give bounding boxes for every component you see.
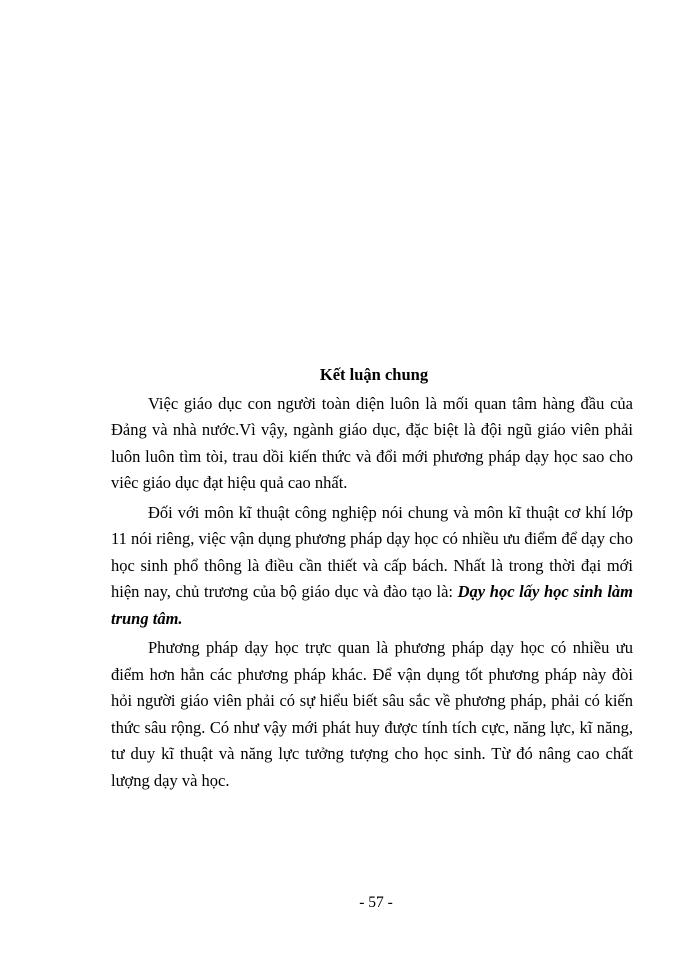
page-number: - 57 - — [359, 894, 393, 911]
paragraph-1-text: Việc giáo dục con người toàn diện luôn là mối quan tâm hàng đầu của Đảng và nhà nước.Vì vậy, ngành giáo dục, đặc biệt là đội ngũ giáo viên phải luôn luôn tìm tòi, trau dồi kiến thức và đổi mới phương pháp dạy học sao cho viêc giáo dục đạt hiệu quả cao nhất. — [111, 393, 633, 492]
section-heading: Kết luận chung — [319, 365, 429, 384]
paragraph-2-text: Đối với môn kĩ thuật công nghiệp nói chung và môn kĩ thuật cơ khí lớp 11 nói riêng, việc vận dụng phương pháp dạy học có nhiều ưu điểm để dạy cho học sinh phổ thông là điều cần thiết và cấp bách. Nhất là trong thời đại mới hiện nay, chủ trương của bộ giáo dục và đào tạo là: — [111, 502, 633, 601]
paragraph-3 — [111, 635, 633, 794]
paragraph-1 — [111, 391, 633, 497]
document-body — [111, 362, 633, 797]
emphasis-phrase: Dạy học lấy học sinh làm trung tâm. — [111, 582, 633, 628]
paragraph-2 — [111, 500, 633, 633]
paragraph-3-text: Phương pháp dạy học trực quan là phương pháp dạy học có nhiều ưu điểm hơn hẳn các phương pháp khác. Để vận dụng tốt phương pháp này đòi hỏi người giáo viên phải có sự hiểu biết sâu sắc về phương pháp, phải có kiến thức sâu rộng. Có như vậy mới phát huy được tính tích cực, năng lực, kĩ năng, tư duy kĩ thuật và năng lực tưởng tượng cho học sinh. Từ đó nâng cao chất lượng dạy và học. — [111, 638, 633, 790]
